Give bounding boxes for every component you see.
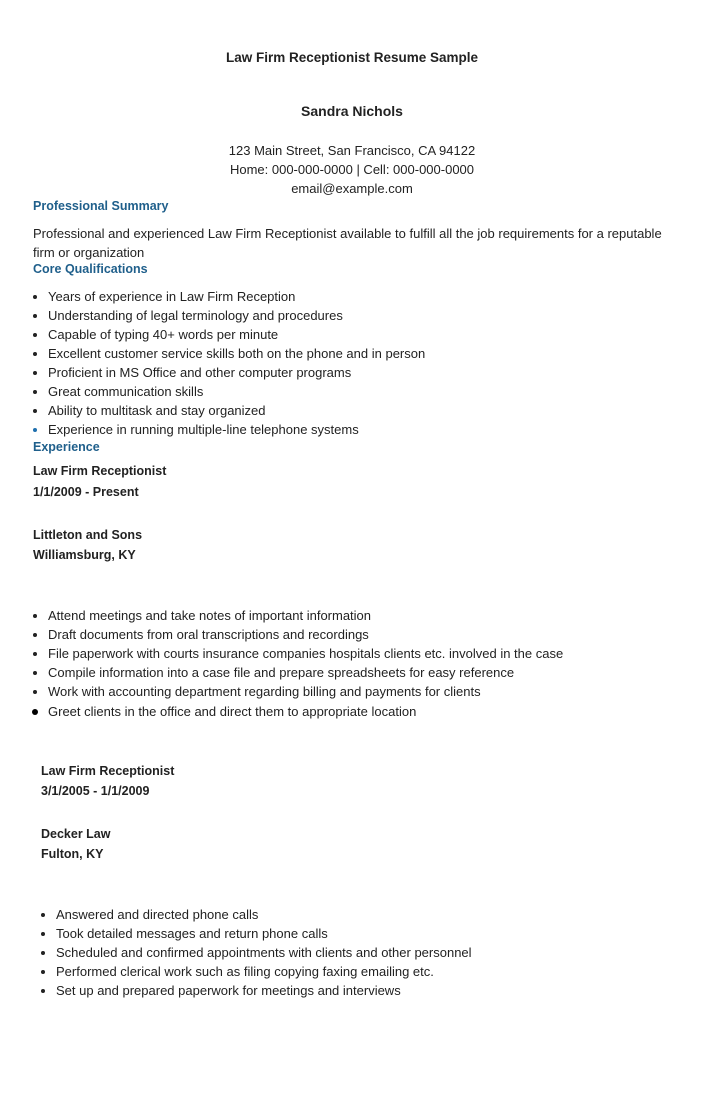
list-item: Scheduled and confirmed appointments with clients and other personnel <box>41 943 472 962</box>
job-2-dates: 3/1/2005 - 1/1/2009 <box>41 784 150 798</box>
list-item: File paperwork with courts insurance companies hospitals clients etc. involved in the case <box>33 644 563 663</box>
job-1-location: Williamsburg, KY <box>33 548 136 562</box>
heading-professional-summary: Professional Summary <box>33 199 169 213</box>
contact-address: 123 Main Street, San Francisco, CA 94122 <box>228 143 476 158</box>
list-item: Draft documents from oral transcriptions and recordings <box>33 625 563 644</box>
job-1-company: Littleton and Sons <box>33 528 143 542</box>
contact-email: email@example.com <box>291 181 413 196</box>
list-item: Performed clerical work such as filing copying faxing emailing etc. <box>41 962 472 981</box>
summary-line-2: firm or organization <box>33 245 145 260</box>
list-item: Proficient in MS Office and other computer programs <box>33 363 425 382</box>
heading-experience: Experience <box>33 440 100 454</box>
list-item: Took detailed messages and return phone calls <box>41 924 472 943</box>
job-2-title: Law Firm Receptionist <box>41 764 175 778</box>
list-item: Capable of typing 40+ words per minute <box>33 325 425 344</box>
list-item: Compile information into a case file and prepare spreadsheets for easy reference <box>33 663 563 682</box>
list-item: Ability to multitask and stay organized <box>33 401 425 420</box>
job-2-duties <box>41 905 472 1000</box>
list-item: Answered and directed phone calls <box>41 905 472 924</box>
contact-phones: Home: 000-000-0000 | Cell: 000-000-0000 <box>229 162 475 177</box>
heading-core-qualifications: Core Qualifications <box>33 262 148 276</box>
list-item: Great communication skills <box>33 382 425 401</box>
list-item: Experience in running multiple-line telephone systems <box>33 420 425 439</box>
document-title: Law Firm Receptionist Resume Sample <box>225 50 479 65</box>
list-item: Attend meetings and take notes of important information <box>33 606 563 625</box>
job-1-title: Law Firm Receptionist <box>33 464 167 478</box>
qualifications-list <box>33 287 425 439</box>
job-1-duties <box>33 606 563 721</box>
list-item: Understanding of legal terminology and procedures <box>33 306 425 325</box>
summary-line-1: Professional and experienced Law Firm Receptionist available to fulfill all the job requirements for a reputable <box>33 226 662 241</box>
list-item: Work with accounting department regarding billing and payments for clients <box>33 682 563 701</box>
list-item: Years of experience in Law Firm Reception <box>33 287 425 306</box>
candidate-name: Sandra Nichols <box>301 103 403 119</box>
list-item: Excellent customer service skills both on the phone and in person <box>33 344 425 363</box>
list-item: Greet clients in the office and direct them to appropriate location <box>33 702 563 721</box>
job-1-dates: 1/1/2009 - Present <box>33 485 139 499</box>
list-item: Set up and prepared paperwork for meetings and interviews <box>41 981 472 1000</box>
job-2-company: Decker Law <box>41 827 111 841</box>
job-2-location: Fulton, KY <box>41 847 104 861</box>
